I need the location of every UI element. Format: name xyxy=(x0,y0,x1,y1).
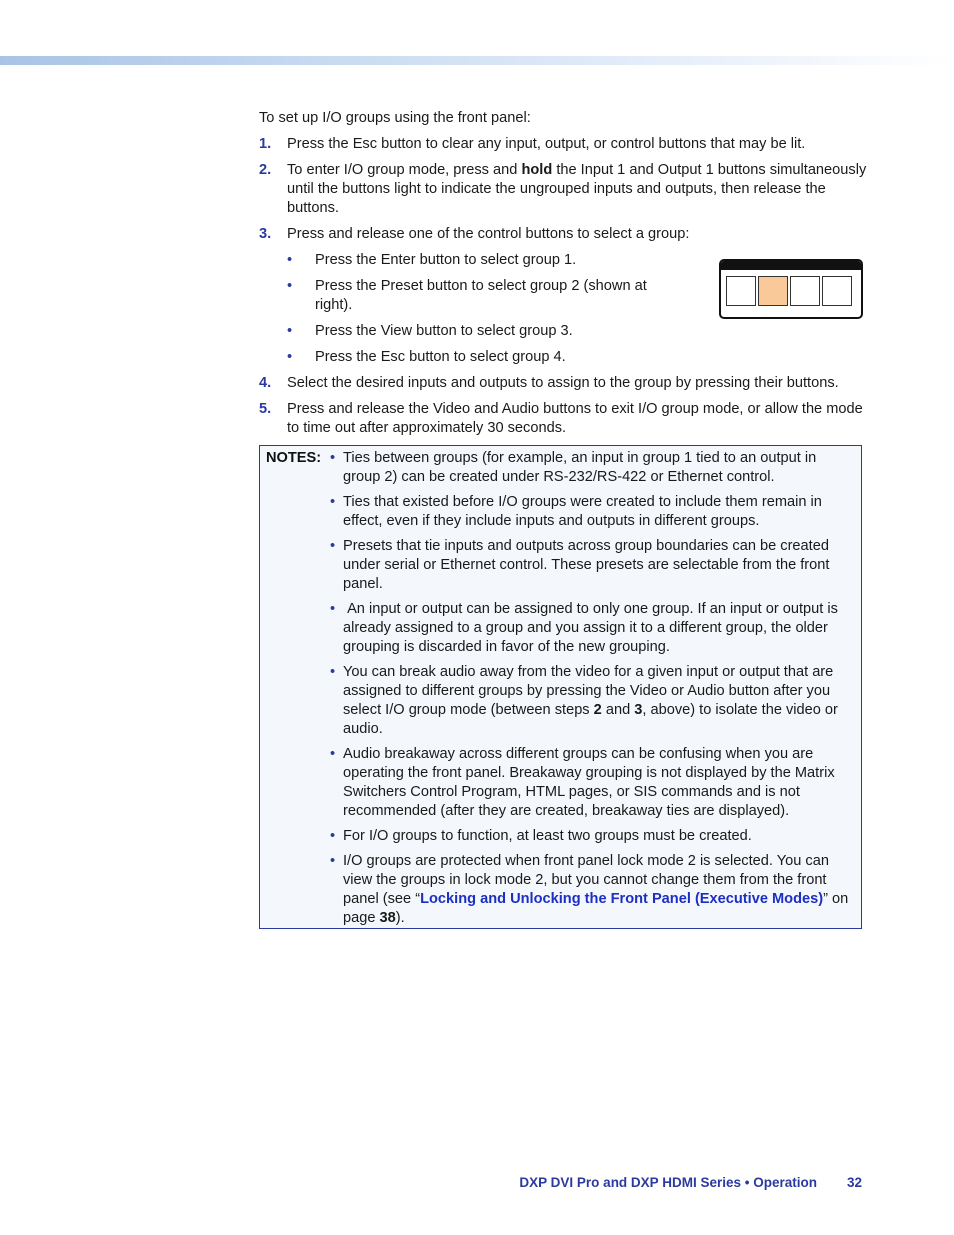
bullet-icon: • xyxy=(330,828,336,844)
step-number: 1. xyxy=(259,136,272,152)
step-text: Press the Esc button to clear any input, output, or control buttons that may be lit. xyxy=(287,136,806,152)
list-item: • Audio breakaway across different groups can be confusing when you are operating the front panel. Breakaway grouping is not displayed by the Matrix Switchers Control Program, HTML pages, or SIS commands and is not recommended (after they are created, breakaway ties are displayed). xyxy=(330,746,835,819)
list-item: • I/O groups are protected when front panel lock mode 2 is selected. You can view the groups in lock mode 2, but you cannot change them from the front panel (see “Locking and Unlocking the Front Panel (Executive Modes)” on page 38). xyxy=(330,853,849,926)
footer-title: DXP DVI Pro and DXP HDMI Series • Operation xyxy=(519,1175,817,1190)
notes-box xyxy=(259,445,862,929)
step-text: Press and release one of the control buttons to select a group: xyxy=(287,226,690,242)
list-item: • An input or output can be assigned to only one group. If an input or output is already assigned to a group and you assign it to a different group, the older grouping is discarded in favor of the new grouping. xyxy=(330,601,842,655)
figure-top-strip xyxy=(721,261,861,270)
bullet-icon: • xyxy=(287,252,293,268)
bullet-icon: • xyxy=(330,664,336,680)
step-number: 5. xyxy=(259,401,272,417)
list-item: • Presets that tie inputs and outputs across group boundaries can be created under serial or Ethernet control. These presets are selectable from the front panel. xyxy=(330,538,830,592)
step-4 xyxy=(259,374,869,393)
list-item: • You can break audio away from the video for a given input or output that are assigned to different groups by pressing the Video or Audio button after you select I/O group mode (between steps 2 and 3, above) to isolate the video or audio. xyxy=(330,664,838,737)
step-number: 2. xyxy=(259,162,272,178)
step-reference: 2 xyxy=(593,702,602,718)
step-text: Press and release the Video and Audio buttons to exit I/O group mode, or allow the mode to time out after approximately 30 seconds. xyxy=(287,401,863,436)
list-item: • Press the View button to select group 3. xyxy=(287,323,573,339)
step-2 xyxy=(259,161,869,218)
esc-button-illustration xyxy=(822,276,852,306)
intro-text: To set up I/O groups using the front panel: xyxy=(259,110,531,126)
page-footer xyxy=(519,1173,862,1192)
step-1 xyxy=(259,135,869,154)
bullet-icon: • xyxy=(330,746,336,762)
page-reference: 38 xyxy=(379,910,396,926)
step-bold-text: hold xyxy=(521,162,553,178)
notes-label: NOTES: xyxy=(266,450,322,466)
notes-list xyxy=(330,449,855,934)
page-number: 32 xyxy=(846,1175,862,1190)
main-content xyxy=(259,109,869,445)
bullet-icon: • xyxy=(330,494,336,510)
step-5 xyxy=(259,400,869,438)
control-buttons-figure xyxy=(719,259,863,319)
step-reference: 3 xyxy=(634,702,643,718)
list-item: • Ties between groups (for example, an input in group 1 tied to an output in group 2) can be created under RS-232/RS-422 or Ethernet control. xyxy=(330,450,817,485)
list-item: • Press the Enter button to select group 1. xyxy=(287,252,577,268)
bullet-icon: • xyxy=(287,323,293,339)
step-number: 4. xyxy=(259,375,272,391)
preset-button-illustration-lit xyxy=(758,276,788,306)
list-item: • Press the Preset button to select group 2 (shown at right). xyxy=(287,278,647,313)
cross-reference-link[interactable]: Locking and Unlocking the Front Panel (Executive Modes) xyxy=(420,891,824,907)
enter-button-illustration xyxy=(726,276,756,306)
header-band xyxy=(0,56,954,65)
step-text: the Input 1 and Output 1 buttons simultaneously until the buttons light to indicate the ungrouped inputs and outputs, then release the buttons. xyxy=(287,162,867,216)
list-item: • Press the Esc button to select group 4. xyxy=(287,349,566,365)
list-item: • Ties that existed before I/O groups were created to include them remain in effect, even if they include inputs and outputs in different groups. xyxy=(330,494,822,529)
step-3 xyxy=(259,225,869,244)
bullet-icon: • xyxy=(330,538,336,554)
list-item: • For I/O groups to function, at least two groups must be created. xyxy=(330,828,752,844)
bullet-icon: • xyxy=(330,601,336,617)
bullet-icon: • xyxy=(330,853,336,869)
bullet-icon: • xyxy=(287,349,293,365)
bullet-icon: • xyxy=(287,278,293,294)
control-button-row xyxy=(721,270,861,306)
bullet-icon: • xyxy=(330,450,336,466)
step-number: 3. xyxy=(259,226,272,242)
step-text: To enter I/O group mode, press and xyxy=(287,162,522,178)
step-text: Select the desired inputs and outputs to assign to the group by pressing their buttons. xyxy=(287,375,839,391)
view-button-illustration xyxy=(790,276,820,306)
